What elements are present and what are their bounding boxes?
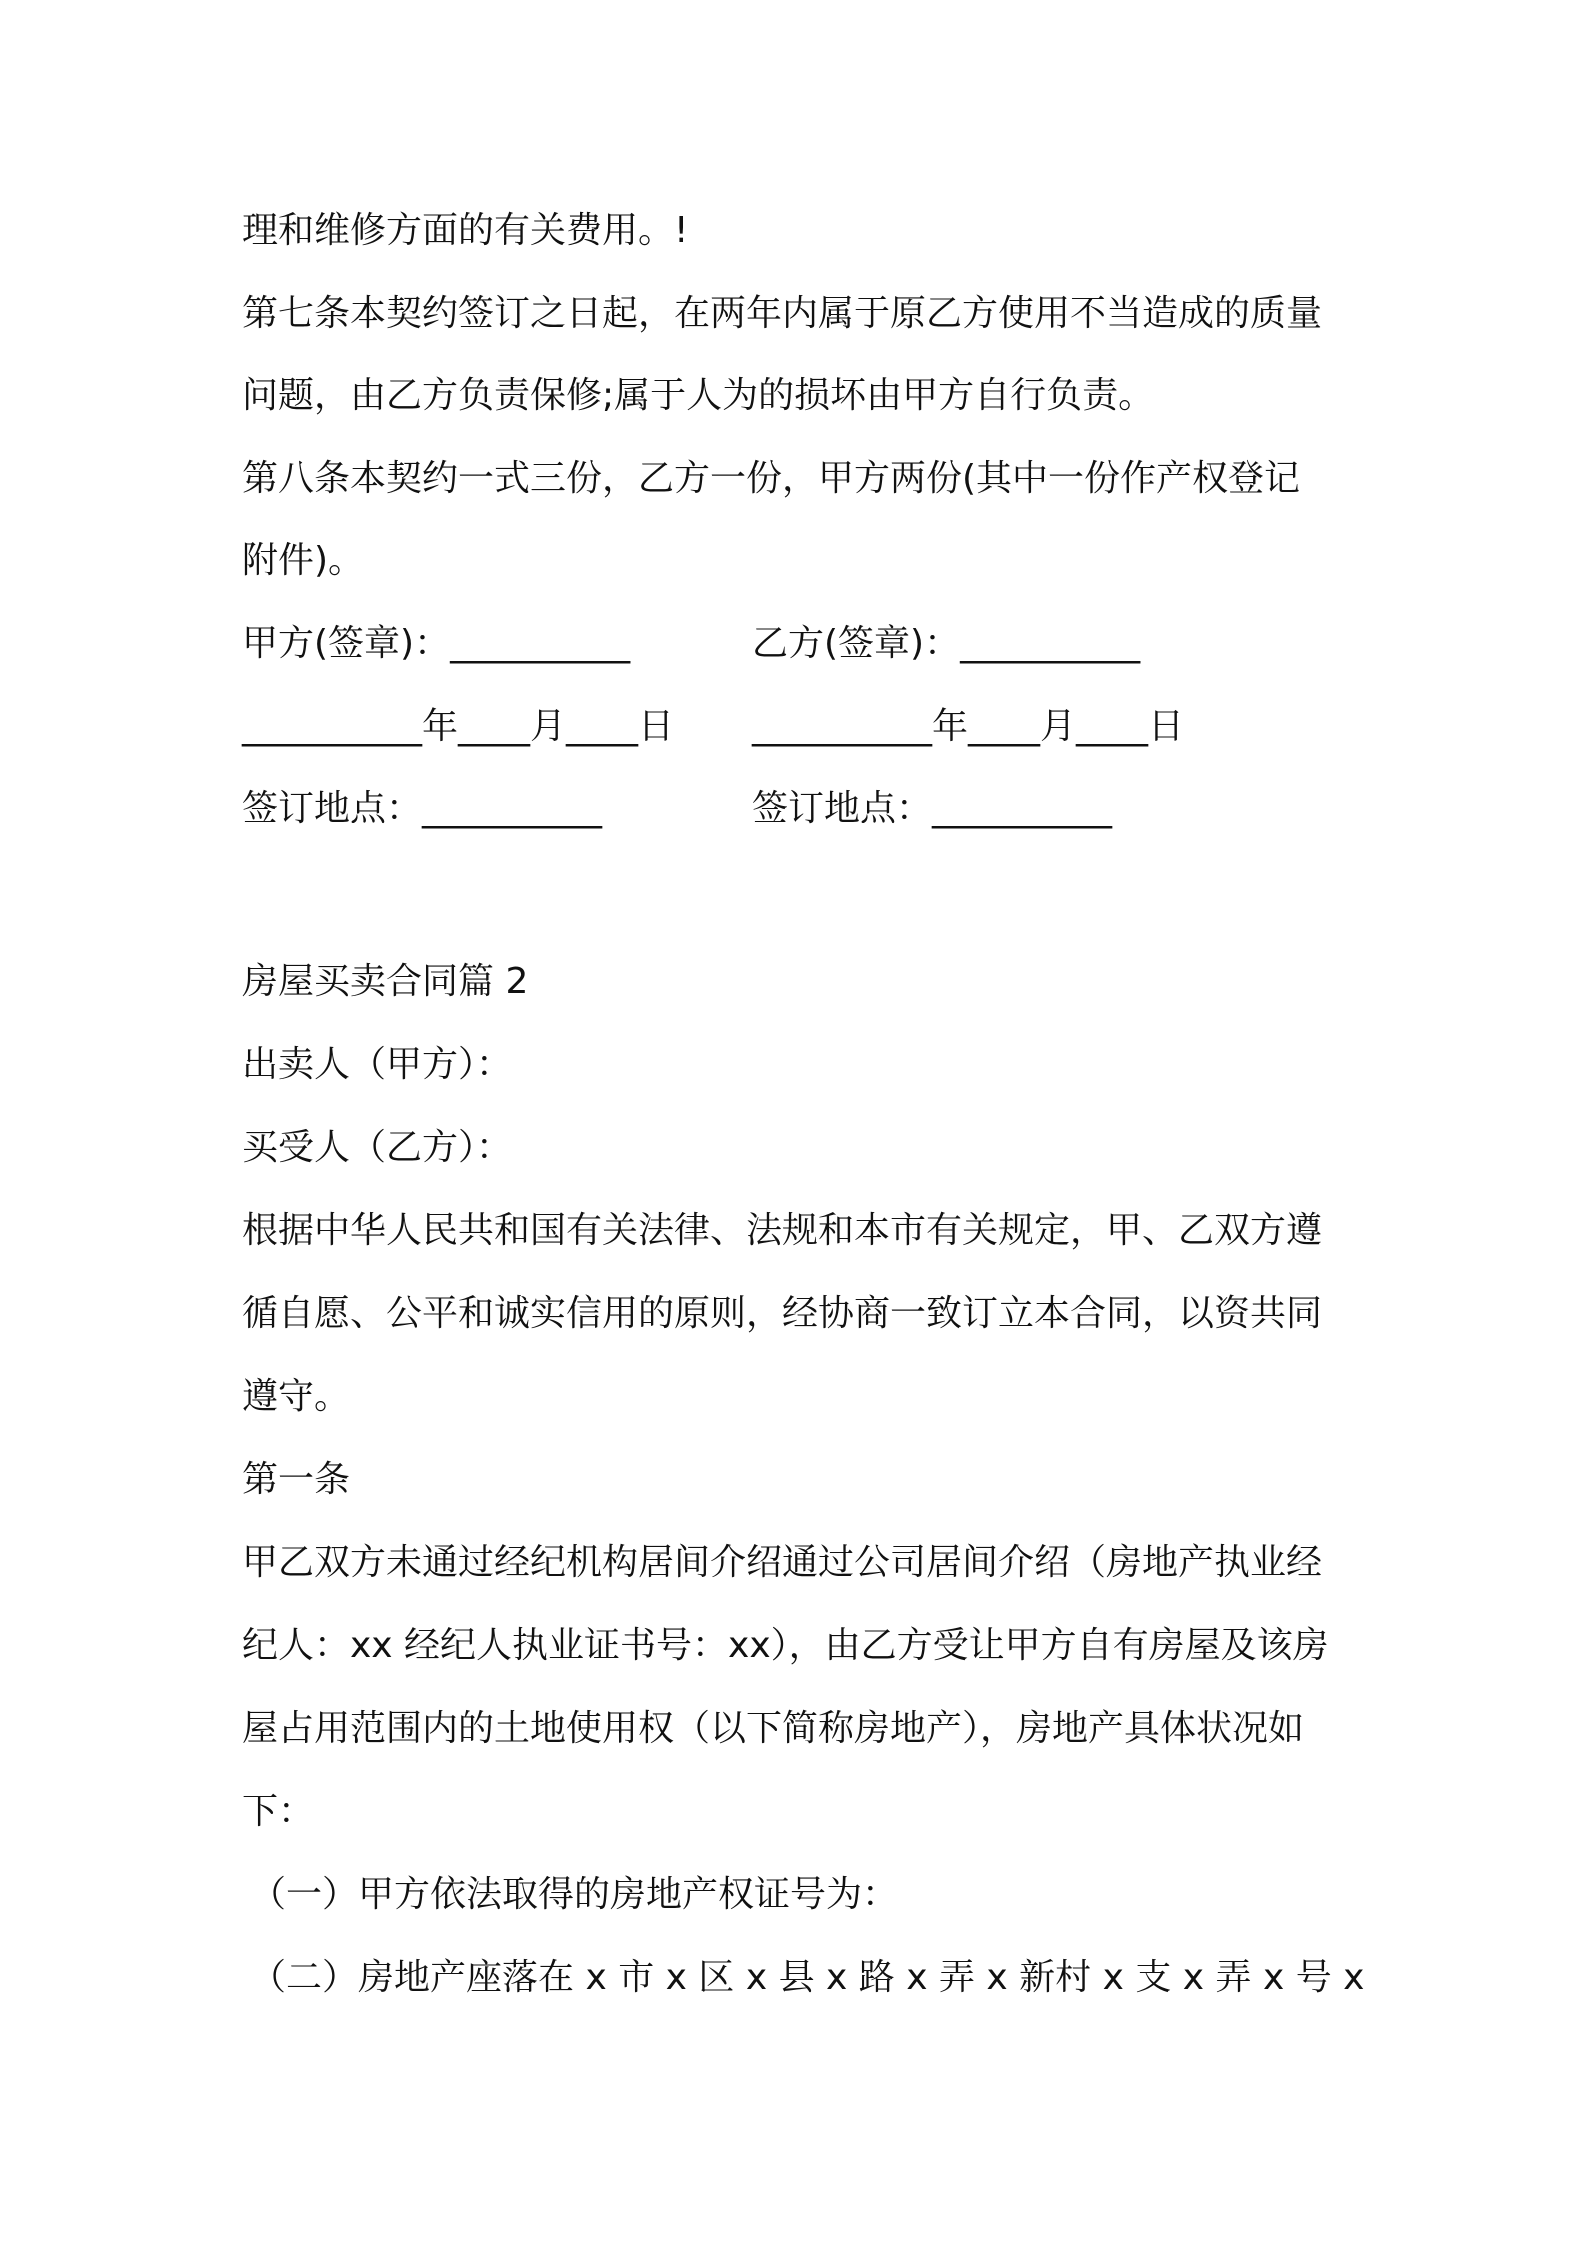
article-heading: 第一条	[242, 1459, 351, 1500]
paragraph-line: 下：	[242, 1791, 315, 1832]
paragraph-line: 附件)。	[242, 540, 365, 581]
party-a-date-line: __________年____月____日	[242, 706, 674, 747]
paragraph-line: 遵守。	[242, 1376, 351, 1417]
party-a-signature-line: 甲方(签章)：__________	[242, 623, 631, 664]
seller-line: 出卖人（甲方）：	[242, 1044, 513, 1085]
paragraph-line: 甲乙双方未通过经纪机构居间介绍通过公司居间介绍（房地产执业经	[242, 1542, 1323, 1583]
list-item: （一）甲方依法取得的房地产权证号为：	[250, 1874, 899, 1915]
paragraph-line: 第七条本契约签订之日起，在两年内属于原乙方使用不当造成的质量	[242, 293, 1323, 334]
list-item: （二）房地产座落在 x 市 x 区 x 县 x 路 x 弄 x 新村 x 支 x 弄 x 号 x	[250, 1957, 1365, 1998]
party-b-signature-line: 乙方(签章)：__________	[752, 623, 1141, 664]
party-b-place-line: 签订地点：__________	[752, 788, 1113, 829]
paragraph-line: 循自愿、公平和诚实信用的原则，经协商一致订立本合同，以资共同	[242, 1293, 1323, 1334]
party-b-date-line: __________年____月____日	[752, 706, 1184, 747]
paragraph-line: 问题，由乙方负责保修;属于人为的损坏由甲方自行负责。	[242, 375, 1155, 416]
paragraph-line: 纪人：xx 经纪人执业证书号：xx），由乙方受让甲方自有房屋及该房	[242, 1625, 1329, 1666]
paragraph-line: 第八条本契约一式三份，乙方一份，甲方两份(其中一份作产权登记	[242, 458, 1301, 499]
party-a-place-line: 签订地点：__________	[242, 788, 603, 829]
buyer-line: 买受人（乙方）：	[242, 1127, 513, 1168]
paragraph-line: 屋占用范围内的土地使用权（以下简称房地产），房地产具体状况如	[242, 1708, 1305, 1749]
paragraph-line: 根据中华人民共和国有关法律、法规和本市有关规定，甲、乙双方遵	[242, 1210, 1323, 1251]
section-title: 房屋买卖合同篇 2	[242, 961, 529, 1002]
paragraph-line: 理和维修方面的有关费用。!	[242, 210, 689, 251]
